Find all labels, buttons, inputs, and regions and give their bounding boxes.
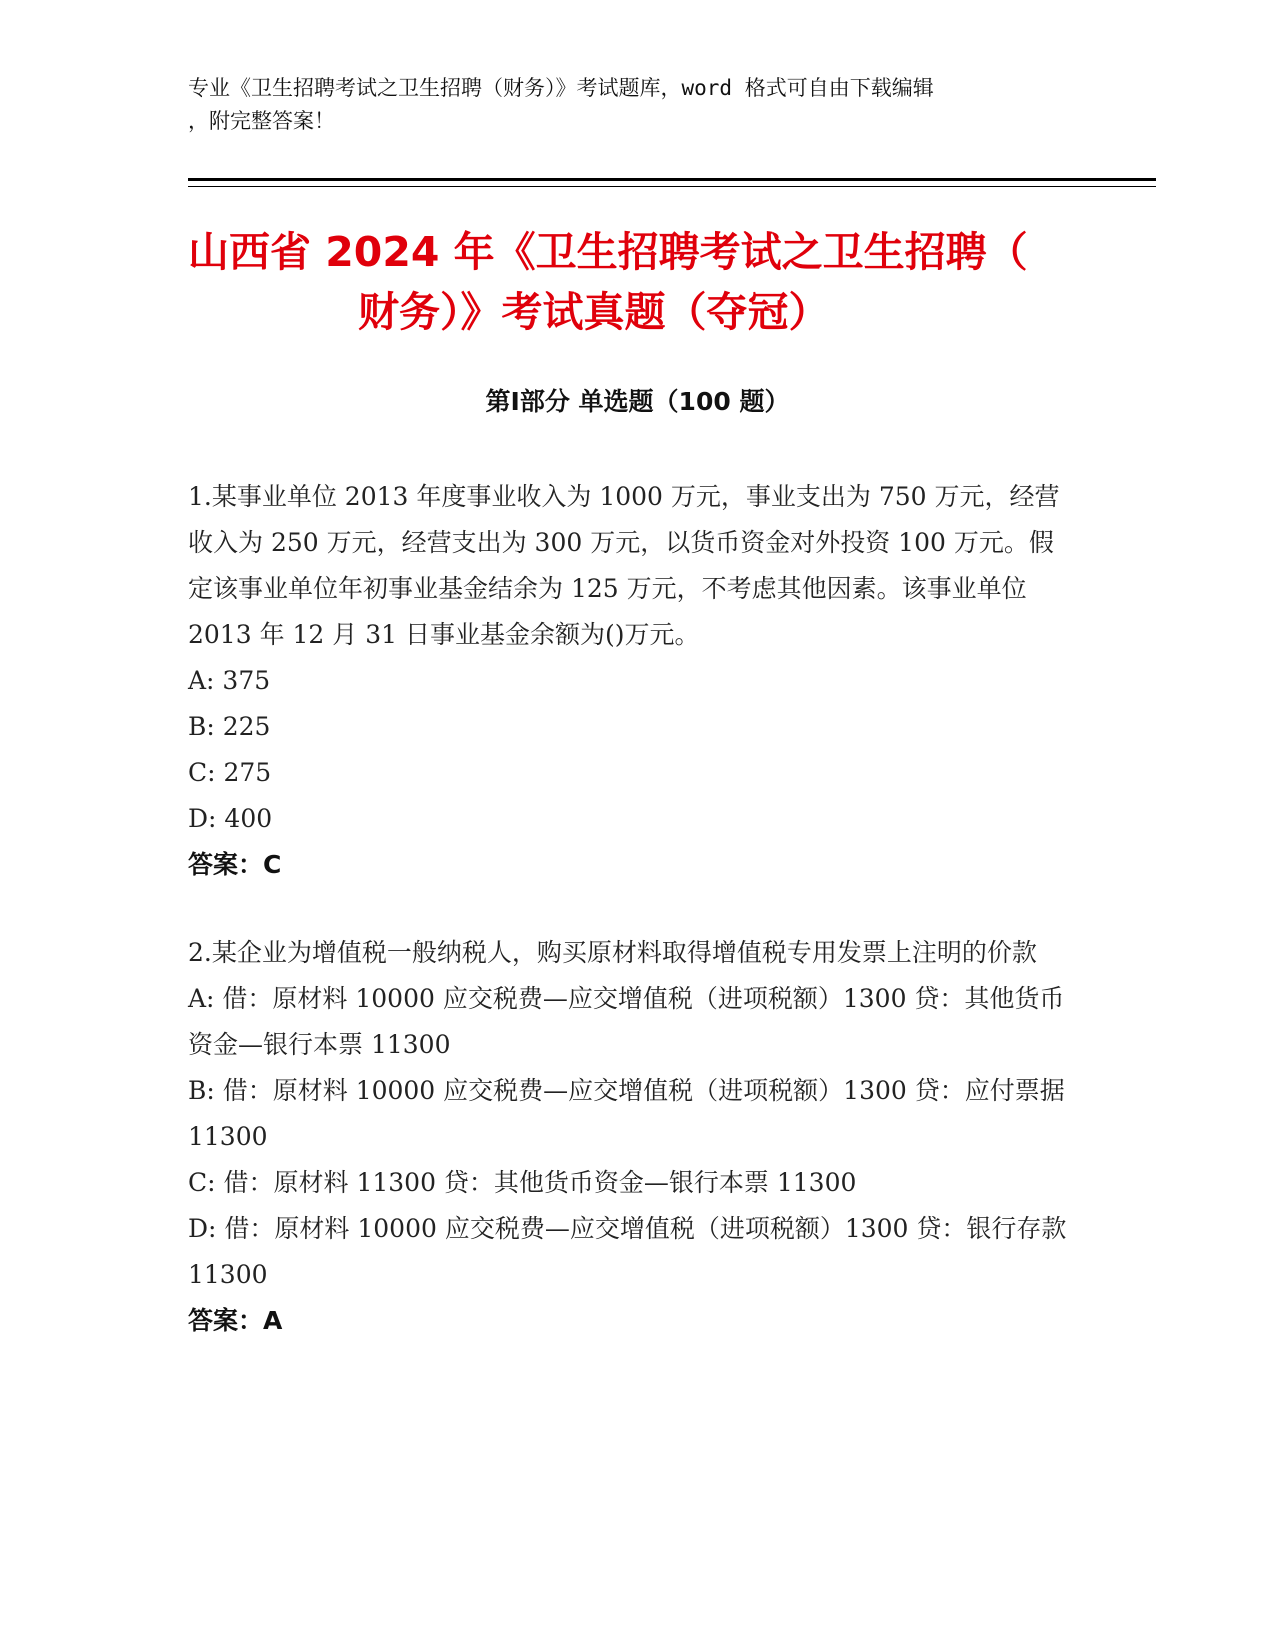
option-b: B: 借：原材料 10000 应交税费—应交增值税（进项税额）1300 贷：应付票据 11300 [188,1076,1065,1151]
option-a: A: 375 [188,666,271,695]
header-divider-thick [188,178,1156,181]
option-c: C: 275 [188,758,272,787]
header-note-line-1: 专业《卫生招聘考试之卫生招聘（财务）》考试题库，word 格式可自由下载编辑 [188,76,934,100]
header-divider-thin [188,186,1156,187]
header-note-line-2: ，附完整答案！ [188,109,335,133]
option-c: C: 借：原材料 11300 贷：其他货币资金—银行本票 11300 [188,1168,857,1197]
question-item [188,474,1078,888]
question-stem: 2.某企业为增值税一般纳税人，购买原材料取得增值税专用发票上注明的价款 [188,938,1037,967]
option-b: B: 225 [188,712,271,741]
option-d: D: 400 [188,804,273,833]
document-title-line-2: 财务）》考试真题（夺冠） [358,288,830,336]
document-title [188,222,1088,342]
answer-label: 答案：A [188,1306,283,1335]
option-a: A: 借：原材料 10000 应交税费—应交增值税（进项税额）1300 贷：其他货币资金—银行本票 11300 [188,984,1065,1059]
section-heading: 第Ⅰ部分 单选题（100 题） [485,387,790,416]
header-note [188,72,1088,138]
answer-label: 答案：C [188,850,282,879]
option-d: D: 借：原材料 10000 应交税费—应交增值税（进项税额）1300 贷：银行存款 11300 [188,1214,1067,1289]
document-title-line-1: 山西省 2024 年《卫生招聘考试之卫生招聘（ [188,228,1028,276]
question-item [188,930,1078,1344]
question-stem: 1.某事业单位 2013 年度事业收入为 1000 万元，事业支出为 750 万元，经营收入为 250 万元，经营支出为 300 万元，以货币资金对外投资 100 万元。假定该事业单位年初事业基金结余为 125 万元，不考虑其他因素。该事业单位 2013 年 12 月 31 日事业基金余额为()万元。 [188,482,1060,649]
